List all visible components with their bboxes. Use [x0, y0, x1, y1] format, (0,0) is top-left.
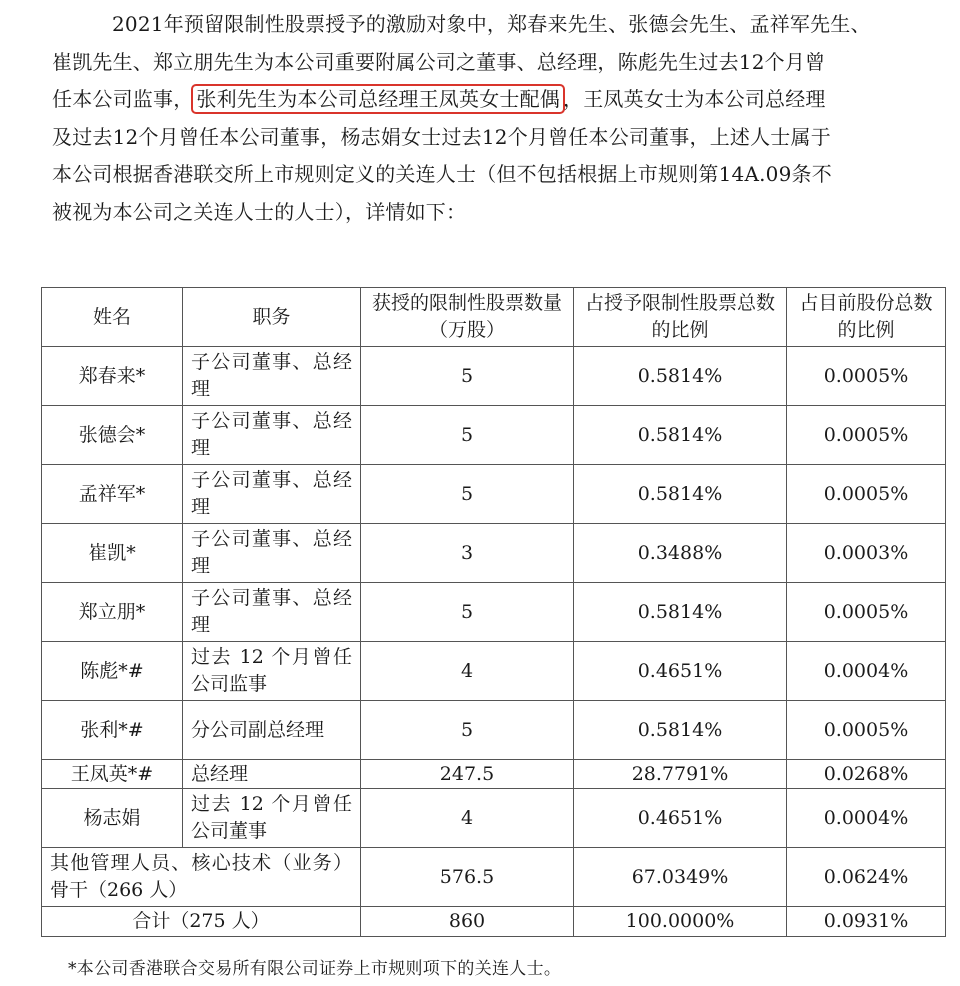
cell-shares: 5: [361, 583, 574, 642]
intro-paragraph: [52, 6, 932, 231]
cell-shares: 5: [361, 465, 574, 524]
paragraph-text: 任本公司监事，: [52, 87, 194, 111]
paragraph-line: 2021年预留限制性股票授予的激励对象中，郑春来先生、张德会先生、孟祥军先生、: [112, 12, 871, 36]
cell-grant-ratio: 28.7791%: [574, 760, 787, 789]
table-row: [42, 701, 946, 760]
paragraph-line: [52, 81, 932, 119]
cell-position: 子公司董事、总经理: [183, 406, 361, 465]
cell-shares: 5: [361, 347, 574, 406]
cell-shares: 3: [361, 524, 574, 583]
cell-total-ratio: 0.0005%: [787, 347, 946, 406]
cell-total-ratio: 0.0003%: [787, 524, 946, 583]
cell-total-label: 合计（275 人）: [42, 907, 361, 937]
cell-shares: 4: [361, 642, 574, 701]
table-row: [42, 760, 946, 789]
table-row: [42, 789, 946, 848]
paragraph-line: 及过去12个月曾任本公司董事，杨志娟女士过去12个月曾任本公司董事，上述人士属于: [52, 124, 831, 149]
cell-name: 孟祥军*: [42, 465, 183, 524]
cell-shares: 5: [361, 701, 574, 760]
paragraph-text: ，王凤英女士为本公司总经理: [563, 87, 826, 111]
cell-position: 子公司董事、总经理: [183, 524, 361, 583]
cell-total-ratio: 0.0004%: [787, 789, 946, 848]
cell-total-ratio: 0.0005%: [787, 465, 946, 524]
cell-others-label: 其他管理人员、核心技术（业务）骨干（266 人）: [42, 848, 361, 907]
cell-position: 子公司董事、总经理: [183, 583, 361, 642]
header-shares: 获授的限制性股票数量（万股）: [361, 288, 574, 347]
cell-grant-ratio: 0.5814%: [574, 347, 787, 406]
cell-total-ratio: 0.0624%: [787, 848, 946, 907]
cell-name: 郑春来*: [42, 347, 183, 406]
cell-grant-ratio: 0.5814%: [574, 701, 787, 760]
table-row: [42, 465, 946, 524]
cell-total-ratio: 0.0005%: [787, 406, 946, 465]
header-position: 职务: [183, 288, 361, 347]
cell-name: 崔凯*: [42, 524, 183, 583]
paragraph-line: 崔凯先生、郑立朋先生为本公司重要附属公司之董事、总经理，陈彪先生过去12个月曾: [52, 49, 826, 74]
cell-name: 张利*#: [42, 701, 183, 760]
table-header-row: [42, 288, 946, 347]
table-row: [42, 524, 946, 583]
cell-grant-ratio: 100.0000%: [574, 907, 787, 937]
footnote: *本公司香港联合交易所有限公司证券上市规则项下的关连人士。: [68, 959, 562, 979]
cell-grant-ratio: 0.5814%: [574, 465, 787, 524]
cell-total-ratio: 0.0268%: [787, 760, 946, 789]
cell-shares: 4: [361, 789, 574, 848]
cell-shares: 5: [361, 406, 574, 465]
cell-position: 过去 12 个月曾任公司监事: [183, 642, 361, 701]
cell-grant-ratio: 0.4651%: [574, 642, 787, 701]
cell-grant-ratio: 0.5814%: [574, 406, 787, 465]
cell-name: 王凤英*#: [42, 760, 183, 789]
cell-name: 郑立朋*: [42, 583, 183, 642]
cell-grant-ratio: 0.5814%: [574, 583, 787, 642]
cell-total-ratio: 0.0931%: [787, 907, 946, 937]
table-row-others: [42, 848, 946, 907]
cell-position: 分公司副总经理: [183, 701, 361, 760]
cell-grant-ratio: 67.0349%: [574, 848, 787, 907]
paragraph-line: 被视为本公司之关连人士的人士），详情如下：: [52, 199, 467, 224]
table-row: [42, 406, 946, 465]
cell-total-ratio: 0.0005%: [787, 583, 946, 642]
cell-name: 张德会*: [42, 406, 183, 465]
table-row: [42, 583, 946, 642]
cell-total-ratio: 0.0004%: [787, 642, 946, 701]
table-row: [42, 642, 946, 701]
table-row: [42, 347, 946, 406]
table-row-total: [42, 907, 946, 937]
cell-position: 总经理: [183, 760, 361, 789]
cell-position: 子公司董事、总经理: [183, 465, 361, 524]
cell-grant-ratio: 0.3488%: [574, 524, 787, 583]
paragraph-line: 本公司根据香港联交所上市规则定义的关连人士（但不包括根据上市规则第14A.09条不: [52, 162, 832, 186]
header-total-ratio: 占目前股份总数的比例: [787, 288, 946, 347]
cell-name: 陈彪*#: [42, 642, 183, 701]
header-name: 姓名: [42, 288, 183, 347]
cell-total-ratio: 0.0005%: [787, 701, 946, 760]
cell-shares: 576.5: [361, 848, 574, 907]
grant-table: [41, 287, 946, 937]
header-grant-ratio: 占授予限制性股票总数的比例: [574, 288, 787, 347]
cell-position: 过去 12 个月曾任公司董事: [183, 789, 361, 848]
cell-shares: 247.5: [361, 760, 574, 789]
highlighted-sentence: 张利先生为本公司总经理王凤英女士配偶: [191, 84, 565, 114]
cell-name: 杨志娟: [42, 789, 183, 848]
cell-shares: 860: [361, 907, 574, 937]
cell-position: 子公司董事、总经理: [183, 347, 361, 406]
cell-grant-ratio: 0.4651%: [574, 789, 787, 848]
